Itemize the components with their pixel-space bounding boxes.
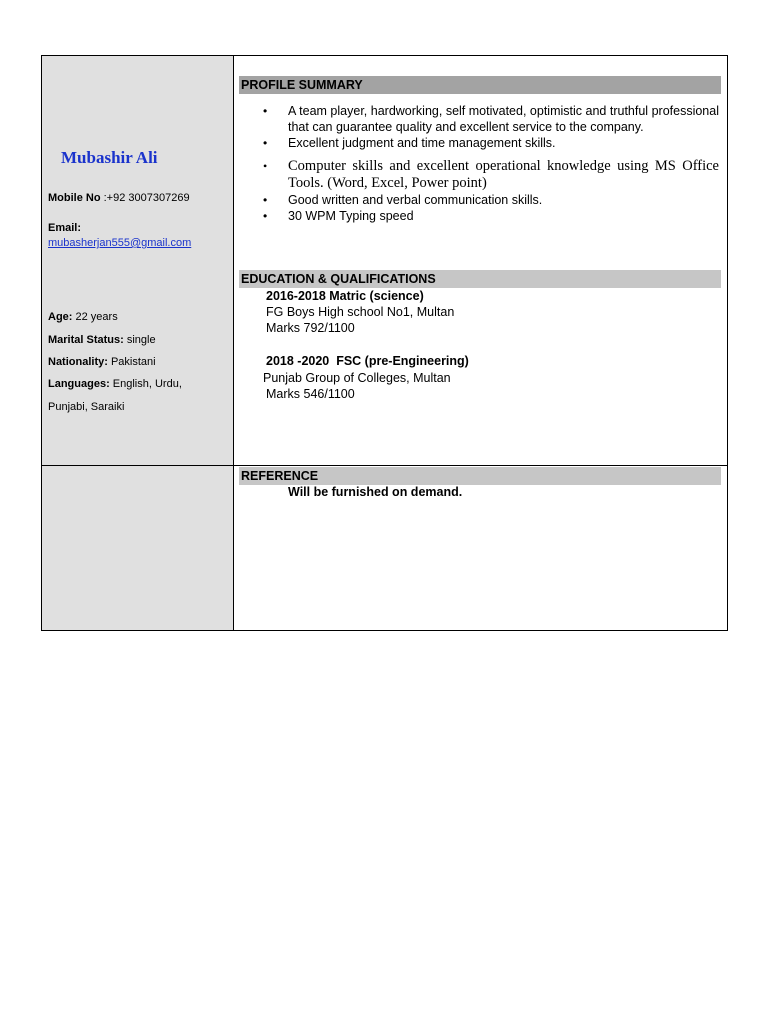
education-title: 2018 -2020 FSC (pre-Engineering): [266, 354, 469, 368]
profile-bullet-list: [263, 103, 719, 224]
education-school: Punjab Group of Colleges, Multan: [263, 371, 451, 385]
age-value: 22 years: [72, 311, 118, 323]
nationality-label: Nationality:: [48, 356, 108, 368]
mobile-label: Mobile No: [48, 192, 101, 204]
marital-label: Marital Status:: [48, 334, 124, 346]
email-link[interactable]: mubasherjan555@gmail.com: [48, 237, 192, 249]
email-row: [48, 236, 191, 250]
list-item: • A team player, hardworking, self motivated, optimistic and truthful professional that can guarantee quality and excellent service to the company.: [263, 103, 719, 135]
languages-value-2: Punjabi, Saraiki: [48, 401, 125, 413]
marital-value: single: [123, 334, 156, 346]
marital-row: [48, 333, 156, 347]
nationality-row: [48, 355, 156, 369]
languages-row: [48, 377, 182, 391]
row-divider: [41, 465, 728, 466]
education-marks: Marks 546/1100: [266, 387, 355, 401]
education-school: FG Boys High school No1, Multan: [266, 305, 455, 319]
education-marks: Marks 792/1100: [266, 321, 355, 335]
age-label: Age:: [48, 311, 73, 323]
languages-label: Languages:: [48, 378, 110, 390]
sidebar-panel-bottom: [42, 466, 233, 630]
languages-row-2: [48, 400, 124, 414]
reference-heading: REFERENCE: [239, 467, 721, 485]
reference-text: Will be furnished on demand.: [288, 485, 463, 499]
education-title: 2016-2018 Matric (science): [266, 289, 424, 303]
nationality-value: Pakistani: [107, 356, 156, 368]
list-item: • Computer skills and excellent operational knowledge using MS Office Tools. (Word, Excel, Power point): [263, 158, 719, 192]
education-heading: EDUCATION & QUALIFICATIONS: [239, 270, 721, 288]
candidate-name: Mubashir Ali: [61, 148, 158, 167]
languages-value: English, Urdu,: [109, 378, 182, 390]
profile-summary-heading: PROFILE SUMMARY: [239, 76, 721, 94]
column-divider: [233, 55, 234, 631]
email-label-text: Email:: [48, 222, 82, 234]
list-item: • 30 WPM Typing speed: [263, 208, 719, 224]
mobile-row: [48, 191, 190, 205]
list-item: • Good written and verbal communication skills.: [263, 192, 719, 208]
age-row: [48, 310, 118, 324]
mobile-value: :+92 3007307269: [100, 192, 190, 204]
email-label: [48, 221, 81, 235]
list-item: • Excellent judgment and time management skills.: [263, 135, 719, 151]
